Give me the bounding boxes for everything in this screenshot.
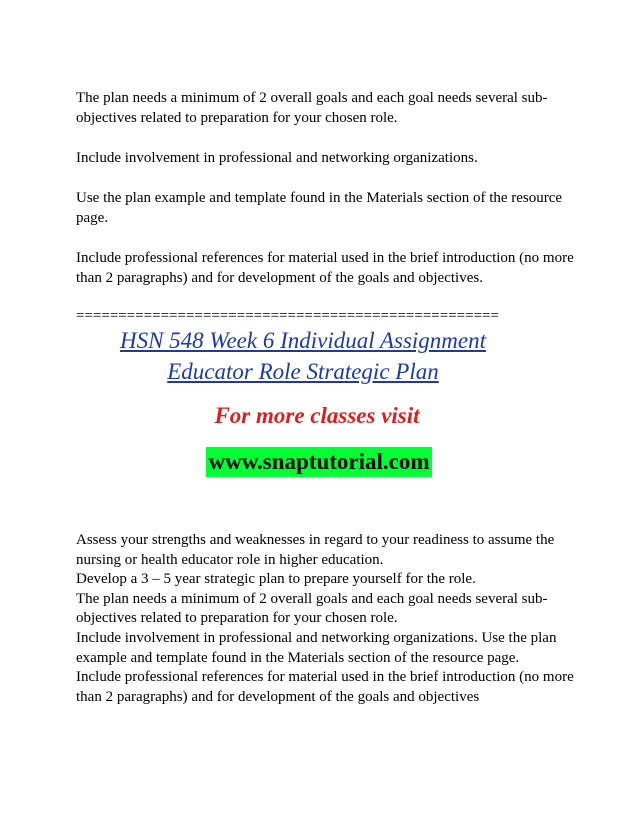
intro-paragraph: Include professional references for material used in the brief introduction (no more than 2 paragraphs) and for development of the goals and objectives. — [76, 250, 574, 286]
body-paragraph: Develop a 3 – 5 year strategic plan to prepare yourself for the role. — [76, 571, 476, 588]
intro-paragraph: Include involvement in professional and networking organizations. — [76, 150, 478, 166]
intro-paragraph: The plan needs a minimum of 2 overall goals and each goal needs several sub-objectives related to preparation for your chosen role. — [76, 90, 548, 126]
website-container — [0, 447, 638, 477]
body-section — [76, 531, 576, 707]
body-paragraph: Include professional references for material used in the brief introduction (no more than 2 paragraphs) and for development of the goals and objectives — [76, 669, 574, 705]
intro-paragraph: Use the plan example and template found in the Materials section of the resource page. — [76, 190, 563, 226]
body-paragraph: Include involvement in professional and networking organizations. Use the plan example and template found in the Materials section of the resource page. — [76, 629, 557, 666]
assignment-subtitle[interactable]: Educator Role Strategic Plan — [167, 359, 439, 384]
separator-line: ================================================== — [76, 308, 499, 324]
body-paragraph: Assess your strengths and weaknesses in regard to your readiness to assume the nursing or health educator role in higher education. — [76, 532, 555, 568]
body-paragraph: The plan needs a minimum of 2 overall goals and each goal needs several sub-objectives related to preparation for your chosen role. — [76, 590, 548, 627]
intro-section — [76, 88, 576, 288]
visit-prompt: For more classes visit — [214, 403, 420, 428]
assignment-title[interactable]: HSN 548 Week 6 Individual Assignment — [119, 328, 487, 353]
website-link[interactable]: www.snaptutorial.com — [206, 447, 431, 477]
